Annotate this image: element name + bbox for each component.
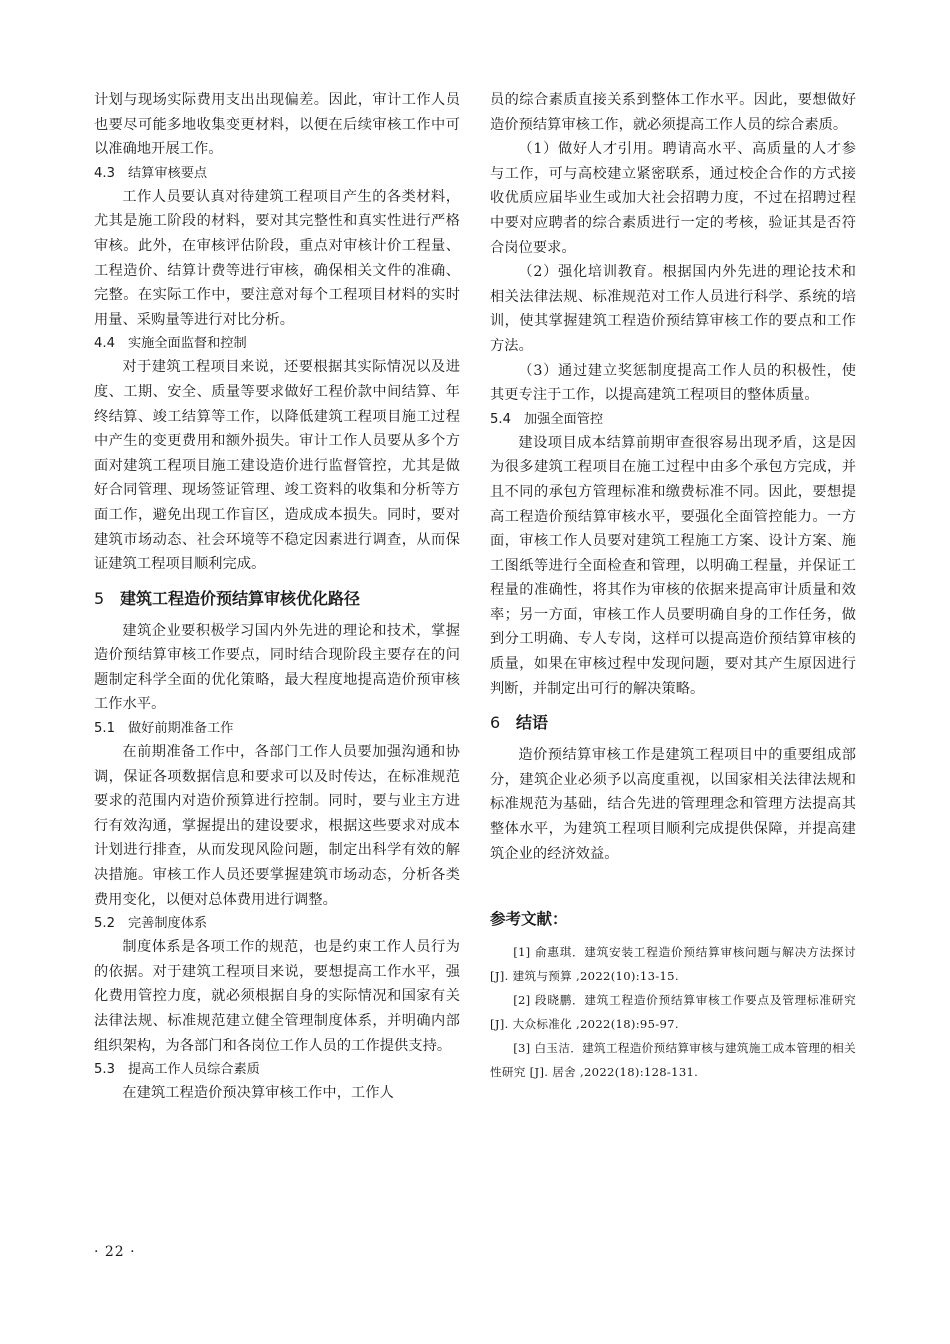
page-number: · 22 · — [94, 1244, 136, 1260]
section-5-4-paragraph: 建设项目成本结算前期审查很容易出现矛盾，这是因为很多建筑工程项目在施工过程中由多个承包方完成，并且不同的承包方管理标准和缴费标准不同。因此，要想提高工程造价预结算审核水平，要强化全面管控能力。一方面，审核工作人员要对建筑工程施工方案、设计方案、施工图纸等进行全面检查和管理，以明确工程量，并保证工程量的准确性，将其作为审核的依据来提高审计质量和效率；另一方面，审核工作人员要明确自身的工作任务，做到分工明确、专人专岗，这样可以提高造价预结算审核的质量，如果在审核过程中发现问题，要对其产生原因进行判断，并制定出可行的解决策略。 — [490, 434, 856, 697]
section-number: 5 — [94, 588, 105, 608]
section-title: 加强全面管控 — [524, 411, 604, 427]
section-title: 结语 — [516, 713, 549, 733]
section-4-4-heading — [94, 332, 460, 355]
list-item-3: （3）通过建立奖惩制度提高工作人员的积极性，使其更专注于工作，以提高建筑工程项目的整体质量。 — [490, 362, 856, 404]
list-item-1: （1）做好人才引用。聘请高水平、高质量的人才参与工作，可与高校建立紧密联系，通过校企合作的方式接收优质应届毕业生或加大社会招聘力度，不过在招聘过程中要对应聘者的综合素质进行一定的考核，验证其是否符合岗位要求。 — [490, 141, 856, 256]
section-number: 5.2 — [94, 916, 115, 932]
section-4-4-paragraph: 对于建筑工程项目来说，还要根据其实际情况以及进度、工期、安全、质量等要求做好工程价款中间结算、年终结算、竣工结算等工作，以降低建筑工程项目施工过程中产生的变更费用和额外损失。审计工作人员要从多个方面对建筑工程项目施工建设造价进行监督管控，尤其是做好合同管理、现场签证管理、竣工资料的收集和分析等方面工作，避免出现工作盲区，造成成本损失。同时，要对建筑市场动态、社会环境等不稳定因素进行调查，从而保证建筑工程项目顺利完成。 — [94, 359, 460, 573]
section-5-3-paragraph: 在建筑工程造价预决算审核工作中，工作人 — [122, 1085, 394, 1102]
section-title: 实施全面监督和控制 — [128, 336, 247, 352]
paragraph-continued: 计划与现场实际费用支出出现偏差。因此，审计工作人员也要尽可能多地收集变更材料，以便在后续审核工作中可以准确地开展工作。 — [94, 92, 460, 158]
section-number: 4.4 — [94, 336, 115, 352]
section-number: 4.3 — [94, 165, 115, 181]
right-column — [490, 88, 856, 1084]
section-6-heading — [490, 709, 856, 737]
section-title: 建筑工程造价预结算审核优化路径 — [120, 588, 361, 608]
references-heading: 参考文献： — [490, 910, 568, 929]
paragraph-continued: 员的综合素质直接关系到整体工作水平。因此，要想做好造价预结算审核工作，就必须提高工作人员的综合素质。 — [490, 92, 856, 133]
reference-item: [1] 俞惠琪．建筑安装工程造价预结算审核问题与解决方法探讨 [J]. 建筑与预算 ,2022(10):13-15. — [490, 945, 856, 984]
section-number: 6 — [490, 713, 501, 733]
section-5-paragraph: 建筑企业要积极学习国内外先进的理论和技术，掌握造价预结算审核工作要点，同时结合现阶段主要存在的问题制定科学全面的优化策略，最大程度地提高造价预审核工作水平。 — [94, 622, 460, 713]
section-5-2-heading — [94, 912, 460, 935]
section-title: 提高工作人员综合素质 — [128, 1062, 260, 1078]
section-5-1-paragraph: 在前期准备工作中，各部门工作人员要加强沟通和协调，保证各项数据信息和要求可以及时传达，在标准规范要求的范围内对造价预算进行控制。同时，要与业主方进行有效沟通，掌握提出的建设要求，根据这些要求对成本计划进行排查，从而发现风险问题，制定出科学有效的解决措施。审核工作人员还要掌握建筑市场动态，分析各类费用变化，以便对总体费用进行调整。 — [94, 744, 460, 908]
section-title: 完善制度体系 — [128, 916, 208, 932]
section-number: 5.4 — [490, 411, 511, 427]
section-6-paragraph: 造价预结算审核工作是建筑工程项目中的重要组成部分，建筑企业必须予以高度重视，以国家相关法律法规和标准规范为基础，结合先进的管理理念和管理方法提高其整体水平，为建筑工程项目顺利完成提供保障，并提高建筑企业的经济效益。 — [490, 747, 856, 862]
left-column — [94, 88, 460, 1106]
section-5-heading — [94, 585, 460, 613]
section-5-2-paragraph: 制度体系是各项工作的规范，也是约束工作人员行为的依据。对于建筑工程项目来说，要想提高工作水平，强化费用管控力度，就必须根据自身的实际情况和国家有关法律法规、标准规范建立健全管理制度体系，并明确内部组织架构，为各部门和各岗位工作人员的工作提供支持。 — [94, 939, 460, 1054]
section-title: 结算审核要点 — [128, 165, 208, 181]
list-item-2: （2）强化培训教育。根据国内外先进的理论技术和相关法律法规、标准规范对工作人员进行科学、系统的培训，使其掌握建筑工程造价预结算审核工作的要点和工作方法。 — [490, 264, 856, 354]
section-title: 做好前期准备工作 — [128, 721, 234, 737]
reference-item: [3] 白玉洁．建筑工程造价预结算审核与建筑施工成本管理的相关性研究 [J]. 居舍 ,2022(18):128-131. — [490, 1041, 856, 1080]
section-number: 5.1 — [94, 721, 115, 737]
reference-item: [2] 段晓鹏．建筑工程造价预结算审核工作要点及管理标准研究 [J]. 大众标准化 ,2022(18):95-97. — [490, 993, 856, 1032]
section-5-4-heading — [490, 408, 856, 431]
section-number: 5.3 — [94, 1062, 115, 1078]
section-4-3-heading — [94, 162, 460, 185]
section-5-1-heading — [94, 717, 460, 740]
section-5-3-heading — [94, 1058, 460, 1081]
section-4-3-paragraph: 工作人员要认真对待建筑工程项目产生的各类材料，尤其是施工阶段的材料，要对其完整性和真实性进行严格审核。此外，在审核评估阶段，重点对审核计价工程量、工程造价、结算计费等进行审核，确保相关文件的准确、完整。在实际工作中，要注意对每个工程项目材料的实时用量、采购量等进行对比分析。 — [94, 188, 460, 328]
